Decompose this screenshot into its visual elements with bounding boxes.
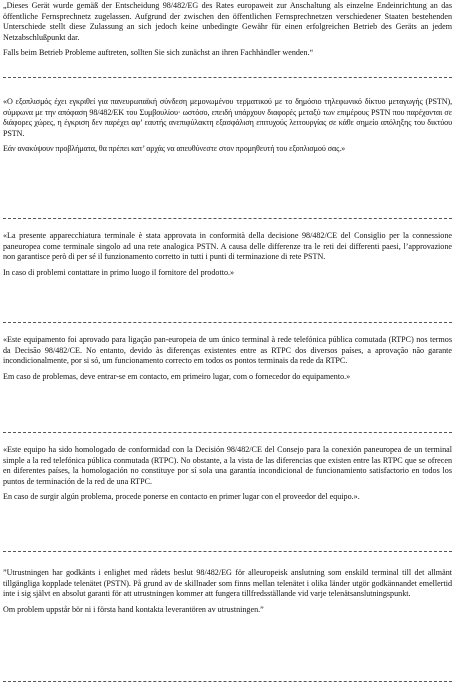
notice-portuguese	[3, 335, 452, 382]
paragraph: Om problem uppstår bör ni i första hand kontakta leverantören av utrustningen.”	[3, 604, 264, 614]
paragraph: In caso di problemi contattare in primo luogo il fornitore del prodotto.»	[3, 267, 235, 277]
notice-italian	[3, 231, 452, 278]
paragraph: «La presente apparecchiatura terminale è stata approvata in conformità della decisione 98/482/CE del Consiglio per la connessione paneuropea come terminale singolo ad una rete analogica PSTN. A causa delle differenze tra le reti dei differenti paesi, l’approvazione non garantisce però di per sé il funzionamento corretto in tutti i punti di terminazione di rete PSTN.	[3, 231, 452, 262]
section-divider	[3, 681, 452, 682]
paragraph: «Este equipamento foi aprovado para ligação pan-europeia de um único terminal à rede telefónica pública comutada (RTPC) nos termos da Decisão 98/482/CE. No entanto, devido às diferenças existentes entre as RTPC dos diversos países, a aprovação não garante incondicionalmente, por si só, um funcionamento correcto em todos os pontos terminais da rede da RTPC.	[3, 335, 452, 366]
paragraph: «Este equipo ha sido homologado de conformidad con la Decisión 98/482/CE del Consejo para la conexión paneuropea de un terminal simple a la red telefónica pública conmutada (RTPC). No obstante, a la vista de las diferencias que existen entre las RTPC que se ofrecen en diferentes países, la homologación no constituye por sí sola una garantía incondicional de funcionamiento satisfactorio en todos los puntos de terminación de la red de una RTPC.	[3, 445, 452, 486]
document-page	[3, 0, 452, 688]
notice-swedish	[3, 568, 452, 615]
paragraph: En caso de surgir algún problema, procede ponerse en contacto en primer lugar con el proveedor del equipo.».	[3, 492, 360, 502]
notice-german	[3, 1, 452, 59]
paragraph: „Dieses Gerät wurde gemäß der Entscheidung 98/482/EG des Rates europaweit zur Anschaltung als einzelne Endeinrichtung an das öffentliche Fernsprechnetz zugelassen. Aufgrund der zwischen den öffentlichen Fernsprechnetzen verschiedener Staaten bestehenden Unterschiede stellt diese Zulassung an sich jedoch keine unbedingte Gewähr für einen erfolgreichen Betrieb des Geräts an jedem Netzabschlußpunkt dar.	[3, 1, 452, 42]
paragraph: Εάν ανακύψουν προβλήματα, θα πρέπει κατ’ αρχάς να απευθύνεστε στον προμηθευτή του εξοπλισμού σας.»	[3, 144, 346, 154]
section-divider	[3, 551, 452, 552]
section-divider	[3, 322, 452, 323]
notice-greek	[3, 97, 452, 155]
section-divider	[3, 77, 452, 78]
paragraph: ”Utrustningen har godkänts i enlighet med rådets beslut 98/482/EG för alleuropeisk anslutning som enskild terminal till det allmänt tillgängliga kopplade telenätet (PSTN). På grund av de skillnader som finns mellan telenätet i olika länder utgör godkännandet emellertid inte i sig självt en absolut garanti för att utrustningen kommer att fungera tillfredsställande vid varje telenätsanslutningspunkt.	[3, 568, 452, 599]
paragraph: «Ο εξοπλισμός έχει εγκριθεί για πανευρωπαϊκή σύνδεση μεμονωμένου τερματικού με το δημόσιο τηλεφωνικό δίκτυο μεταγωγής (PSTN), σύμφωνα με την απόφαση 98/482/ΕΚ του Συμβουλίου· ωστόσο, επειδή υπάρχουν διαφορές μεταξύ των επιμέρους PSTN που παρέχονται σε διάφορες χώρες, η έγκριση δεν παρέχει αφ’ εαυτής ανεπιφύλακτη εξασφάλιση επιτυχούς λειτουργίας σε κάθε σημείο απόληξης του δικτύου PSTN.	[3, 97, 452, 138]
paragraph: Falls beim Betrieb Probleme auftreten, sollten Sie sich zunächst an ihren Fachhändler wenden.“	[3, 48, 314, 58]
paragraph: Em caso de problemas, deve entrar-se em contacto, em primeiro lugar, com o fornecedor do equipamento.»	[3, 371, 351, 381]
notice-spanish	[3, 445, 452, 503]
section-divider	[3, 218, 452, 219]
section-divider	[3, 432, 452, 433]
